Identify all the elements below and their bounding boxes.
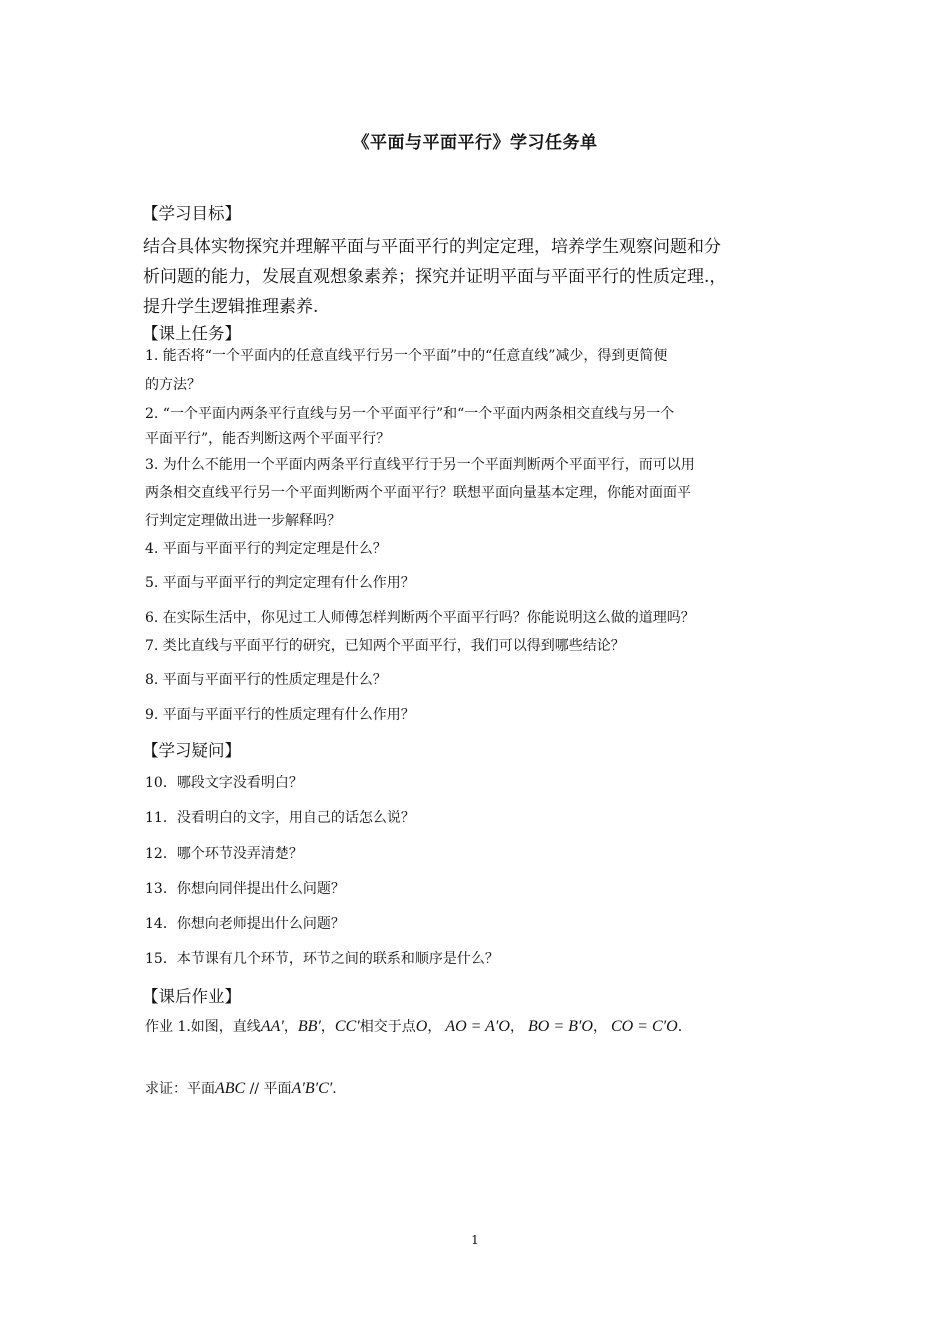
separator: ， xyxy=(592,1019,607,1035)
section-heading-class-tasks: 【课上任务】 xyxy=(142,324,241,343)
task-line: 的方法？ xyxy=(145,377,201,393)
question-line: 14．你想向老师提出什么问题？ xyxy=(145,916,345,932)
homework-line-2 xyxy=(145,1078,337,1098)
separator: ， xyxy=(427,1019,442,1035)
math-eq-bo: BO = B′O xyxy=(527,1018,593,1035)
task-line: 平面平行”，能否判断这两个平面平行？ xyxy=(145,431,391,447)
page-number: 1 xyxy=(471,1233,479,1247)
task-line: 7. 类比直线与平面平行的研究，已知两个平面平行，我们可以得到哪些结论？ xyxy=(145,638,625,654)
homework-line-1 xyxy=(145,1016,682,1036)
math-plane-abc-prime: A′B′C′ xyxy=(291,1080,333,1097)
separator: ， xyxy=(283,1019,298,1035)
homework-text: 相交于点 xyxy=(359,1019,416,1035)
question-line: 10．哪段文字没看明白？ xyxy=(145,775,303,791)
goal-line-3: 提升学生逻辑推理素养. xyxy=(143,297,319,317)
math-plane-abc: ABC xyxy=(215,1080,246,1097)
math-eq-co: CO = C′O xyxy=(610,1018,678,1035)
separator: ， xyxy=(320,1019,335,1035)
separator: . xyxy=(677,1019,683,1035)
question-line: 11．没看明白的文字，用自己的话怎么说？ xyxy=(145,810,415,826)
task-line: 6. 在实际生活中，你见过工人师傅怎样判断两个平面平行吗？你能说明这么做的道理吗？ xyxy=(145,610,695,626)
math-eq-ao: AO = A′O xyxy=(445,1018,510,1035)
goal-line-2: 析问题的能力，发展直观想象素养；探究并证明平面与平面平行的性质定理.， xyxy=(143,267,727,287)
task-line: 2. “一个平面内两条平行直线与另一个平面平行”和“一个平面内两条相交直线与另一个 xyxy=(145,406,675,422)
document-title: 《平面与平面平行》学习任务单 xyxy=(352,133,598,153)
math-point-o: O xyxy=(415,1018,428,1035)
section-heading-questions: 【学习疑问】 xyxy=(142,741,241,760)
homework-text: // 平面 xyxy=(245,1081,292,1097)
math-line-aa: AA′ xyxy=(260,1018,284,1035)
section-heading-homework: 【课后作业】 xyxy=(142,987,241,1006)
question-line: 13．你想向同伴提出什么问题？ xyxy=(145,881,345,897)
homework-prefix: 求证：平面 xyxy=(145,1081,215,1097)
task-line: 5. 平面与平面平行的判定定理有什么作用？ xyxy=(145,575,415,591)
separator: . xyxy=(332,1081,337,1097)
goal-line-1: 结合具体实物探究并理解平面与平面平行的判定定理，培养学生观察问题和分 xyxy=(143,237,721,257)
separator: ， xyxy=(509,1019,524,1035)
math-line-bb: BB′ xyxy=(297,1018,321,1035)
question-line: 12．哪个环节没弄清楚？ xyxy=(145,846,303,862)
task-line: 两条相交直线平行另一个平面判断两个平面平行？联想平面向量基本定理，你能对面面平 xyxy=(145,485,691,501)
math-line-cc: CC′ xyxy=(334,1018,360,1035)
homework-prefix: 作业 1.如图，直线 xyxy=(145,1019,261,1035)
task-line: 4. 平面与平面平行的判定定理是什么？ xyxy=(145,541,387,557)
question-line: 15．本节课有几个环节，环节之间的联系和顺序是什么？ xyxy=(145,951,499,967)
task-line: 8. 平面与平面平行的性质定理是什么？ xyxy=(145,672,387,688)
task-line: 3. 为什么不能用一个平面内两条平行直线平行于另一个平面判断两个平面平行，而可以用 xyxy=(145,457,695,473)
task-line: 行判定定理做出进一步解释吗？ xyxy=(145,513,341,529)
task-line: 1. 能否将“一个平面内的任意直线平行另一个平面”中的“任意直线”减少，得到更简便 xyxy=(145,348,668,364)
section-heading-goals: 【学习目标】 xyxy=(142,204,241,223)
task-line: 9. 平面与平面平行的性质定理有什么作用？ xyxy=(145,707,415,723)
